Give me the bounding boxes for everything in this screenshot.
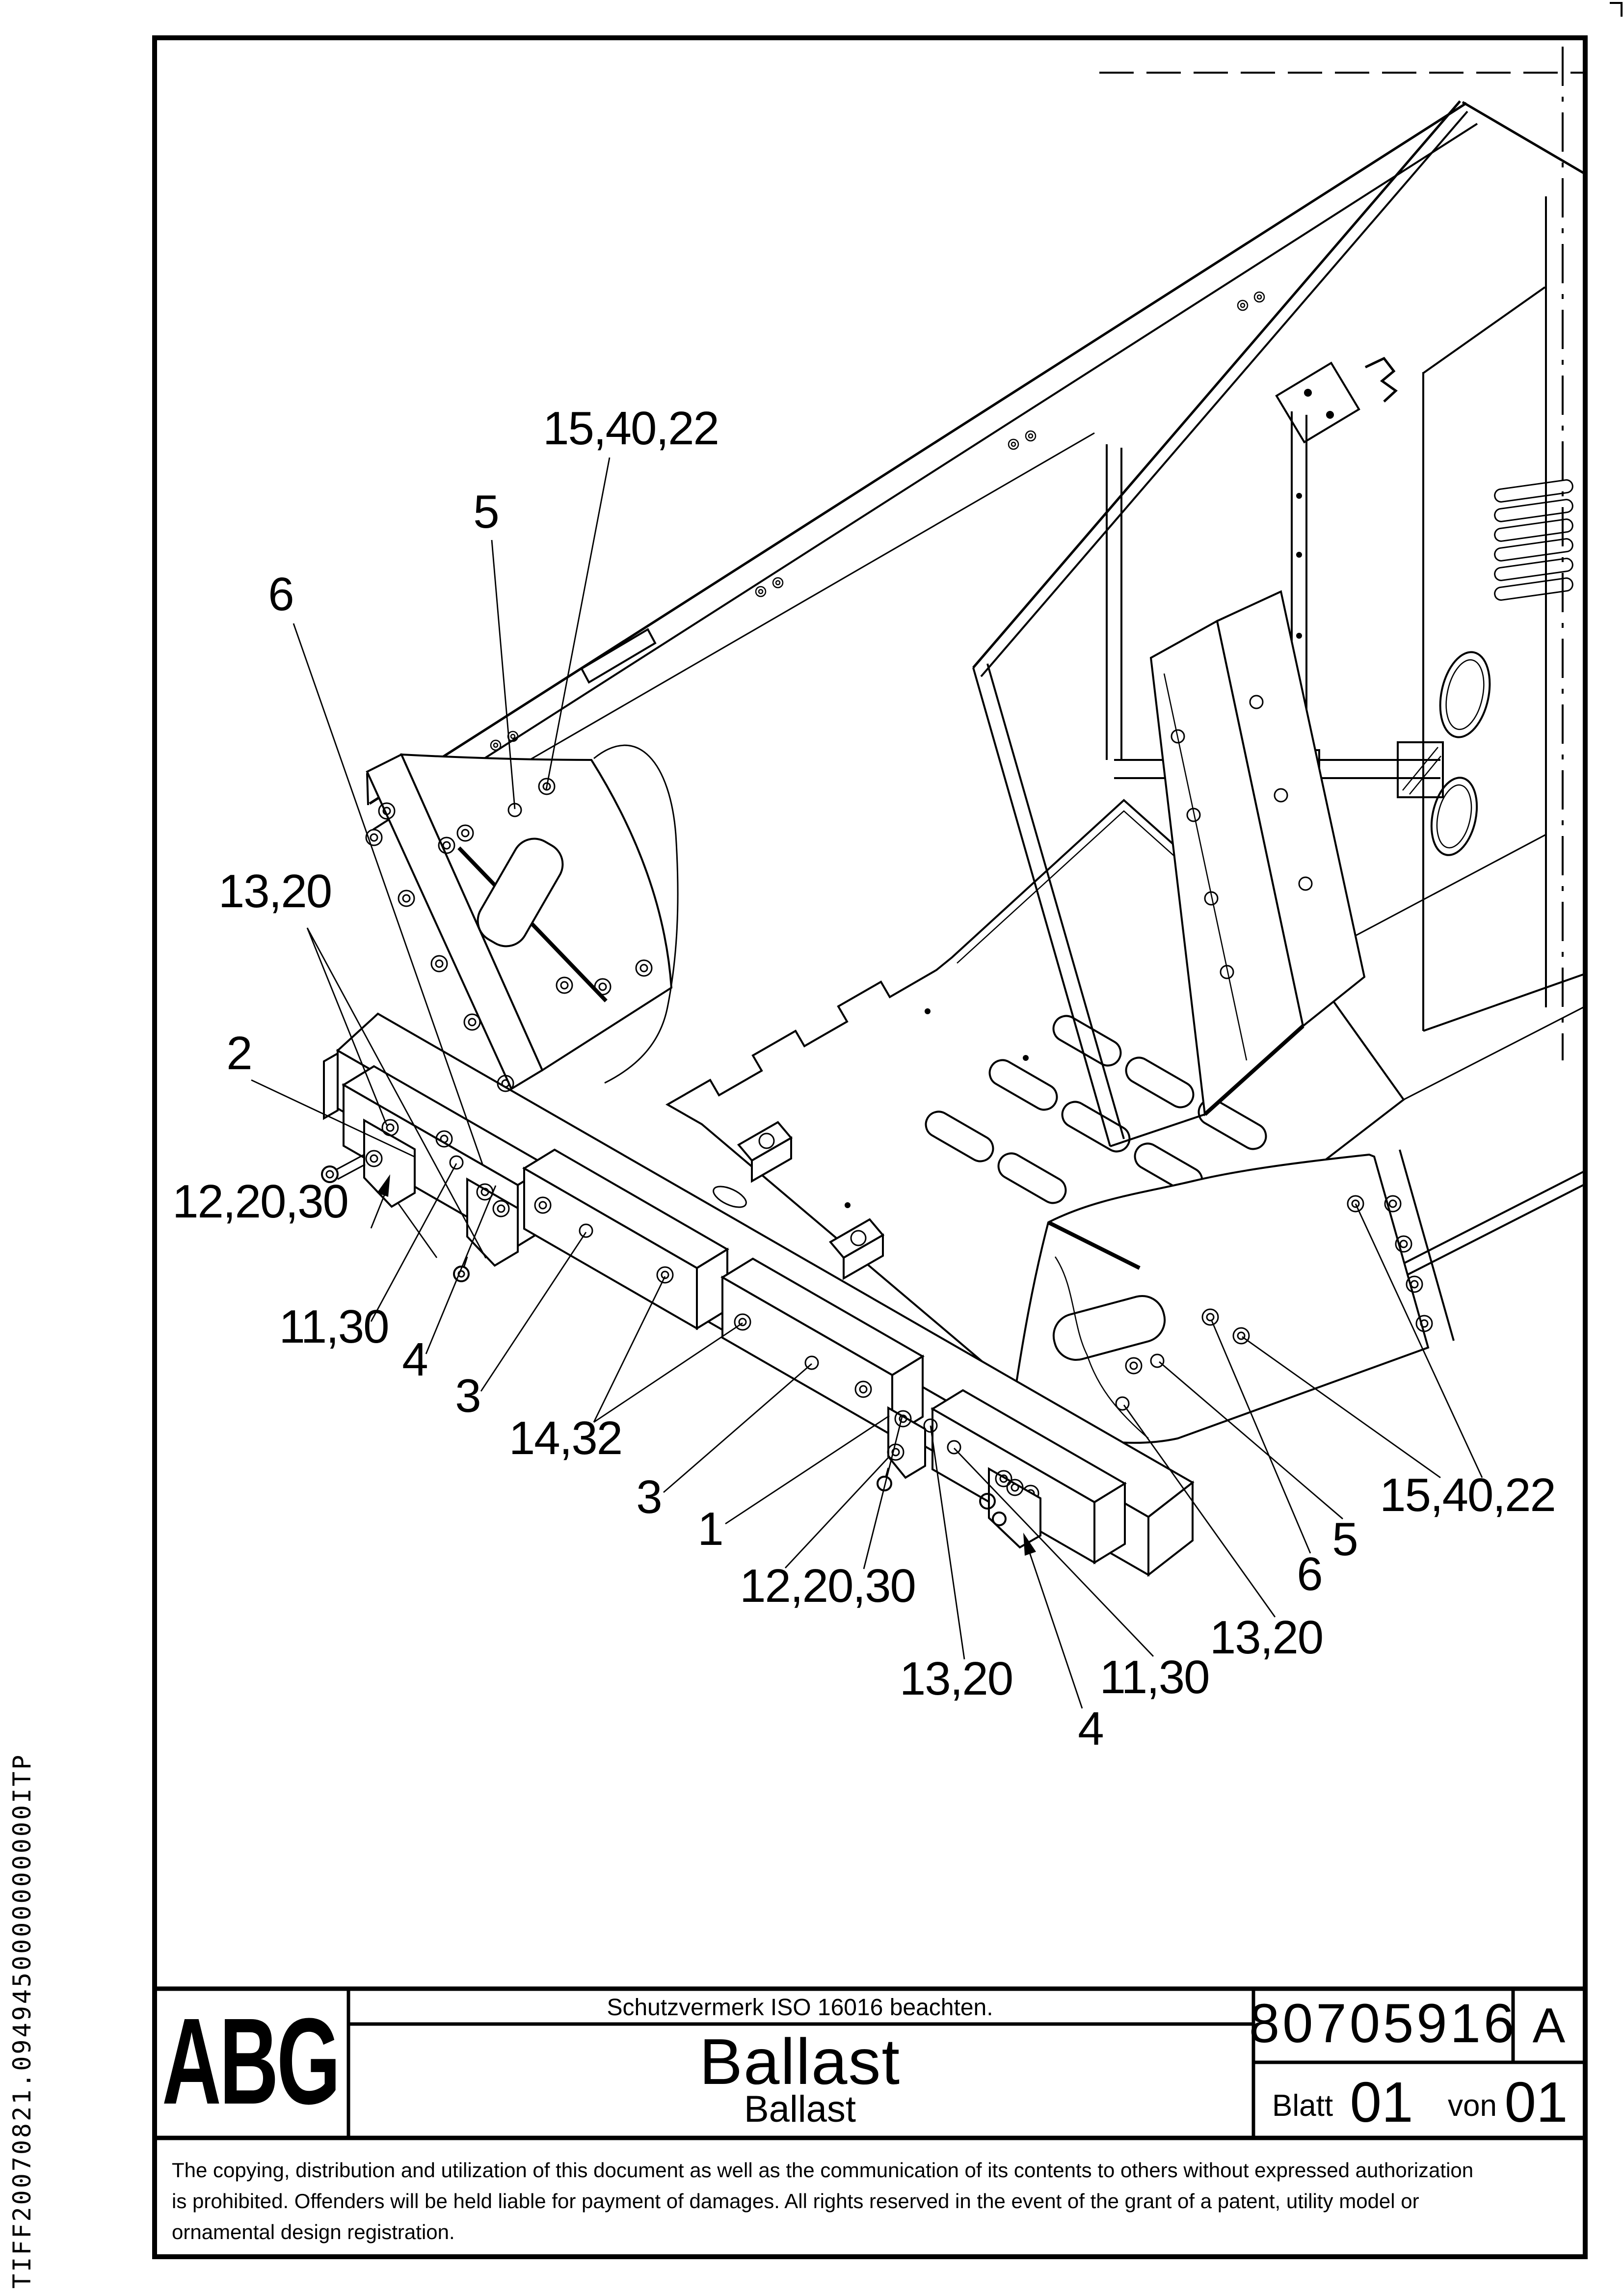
side-file-code: TIFF20070821.0949450000000000ITP: [8, 1753, 36, 2289]
callout-15-40-22-upper: 15,40,22: [543, 402, 718, 455]
callout-4-left: 4: [402, 1333, 427, 1386]
revision-letter: A: [1532, 1998, 1566, 2053]
abg-logo: ABG: [162, 1993, 339, 2130]
callout-4-bottom: 4: [1078, 1702, 1103, 1755]
callout-5-lower: 5: [1332, 1513, 1357, 1566]
corner-mark: [1610, 3, 1622, 17]
document-number: 80705916: [1249, 1993, 1517, 2054]
callout-3-first: 3: [455, 1370, 480, 1422]
callout-6-upper: 6: [268, 568, 293, 621]
callout-13-20-left: 13,20: [218, 865, 332, 918]
callout-11-30-bottom: 11,30: [1099, 1651, 1209, 1703]
callout-12-20-30-left: 12,20,30: [172, 1175, 348, 1228]
drawing-subtitle: Ballast: [744, 2088, 856, 2130]
callout-13-20-right: 13,20: [1209, 1611, 1323, 1664]
title-block: [155, 1989, 1585, 2138]
hook-bracket: [1365, 358, 1396, 402]
legal-line-3: ornamental design registration.: [172, 2220, 455, 2243]
callout-3-second: 3: [636, 1471, 662, 1523]
callout-5-upper: 5: [473, 486, 499, 538]
legal-notice: [172, 2159, 1473, 2243]
legal-line-1: The copying, distribution and utilization of this document as well as the communication of its contents to others without expressed authorization: [172, 2159, 1474, 2182]
drawing-title: Ballast: [699, 2026, 901, 2098]
legal-line-2: is prohibited. Offenders will be held liable for payment of damages. All rights reserved in the event of the grant of a patent, utility model or: [172, 2189, 1419, 2213]
callout-12-20-30-bottom: 12,20,30: [740, 1560, 915, 1612]
protection-note: Schutzvermerk ISO 16016 beachten.: [607, 1995, 993, 2021]
callout-2: 2: [226, 1027, 252, 1080]
callout-13-20-bottom: 13,20: [899, 1652, 1013, 1705]
sheet-total: 01: [1504, 2070, 1568, 2134]
of-label: von: [1448, 2089, 1497, 2123]
callout-14-32: 14,32: [508, 1412, 622, 1464]
callout-11-30-left: 11,30: [279, 1300, 389, 1353]
sheet-number: 01: [1350, 2070, 1413, 2134]
callout-1: 1: [697, 1503, 723, 1555]
vent-grate: [1494, 479, 1573, 601]
callout-15-40-22-lower: 15,40,22: [1380, 1469, 1555, 1521]
callout-6-lower: 6: [1297, 1548, 1322, 1600]
sheet-label: Blatt: [1272, 2089, 1333, 2123]
